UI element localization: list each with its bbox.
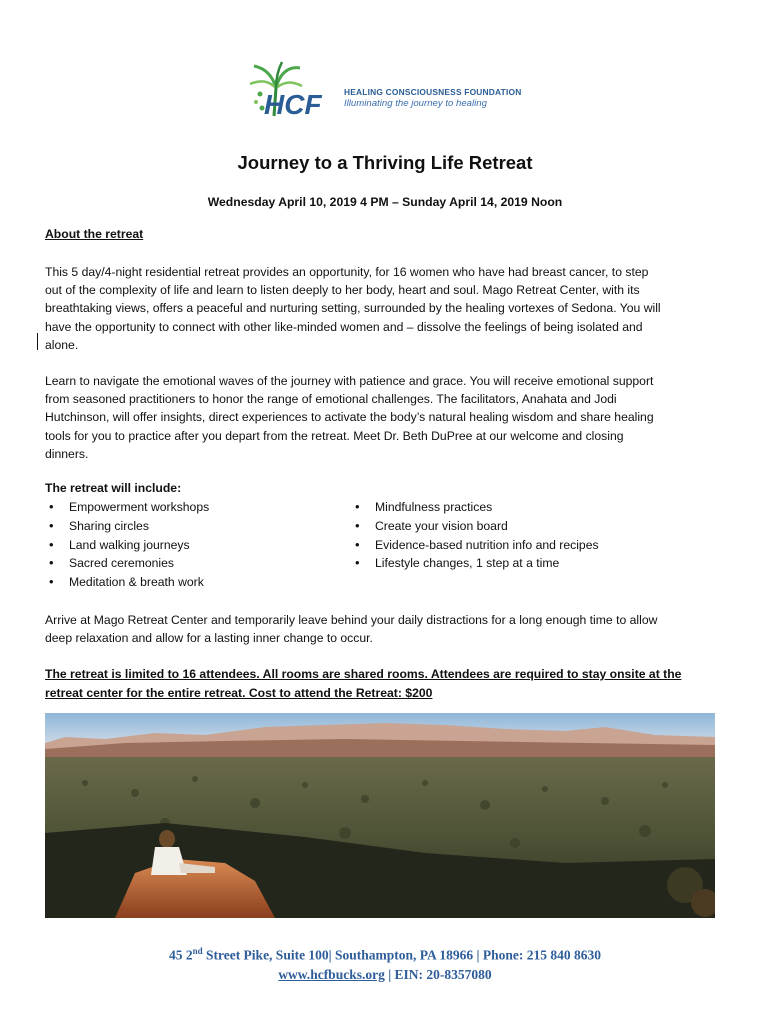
ein-text: | EIN: 20-8357080 [384,966,492,982]
list-item: • Land walking journeys [45,536,345,555]
arrive-paragraph [45,611,735,647]
logo-letters: HCF [264,89,322,118]
text-line: have the opportunity to connect with other like-minded women and – dissolve the feelings of being isolated and [45,319,643,334]
about-paragraph-1 [45,263,735,354]
about-heading: About the retreat [45,227,144,241]
sedona-landscape-photo [45,713,715,918]
logo-text-block [344,87,521,109]
text-line: Arrive at Mago Retreat Center and temporarily leave behind your daily distractions for a long enough time to allow [45,613,658,627]
list-item: • Evidence-based nutrition info and recipes [351,536,731,555]
attendance-note [45,665,735,702]
text-line: tools for you to practice after you depart from the retreat. Meet Dr. Beth DuPree at our welcome and closing [45,428,624,443]
address-part: Street Pike, Suite 100| Southampton, PA 18966 | Phone: 215 840 8630 [202,947,602,963]
text-line: Learn to navigate the emotional waves of the journey with patience and grace. You will receive emotional support [45,374,654,388]
list-item: • Sacred ceremonies [45,554,345,573]
text-line: Hutchinson, will offer insights, direct experiences to activate the body’s natural healing wisdom and share healing [45,410,654,425]
address-superscript: nd [192,946,203,956]
list-item: • Lifestyle changes, 1 step at a time [351,554,731,573]
org-tagline: Illuminating the journey to healing [344,98,487,109]
about-paragraph-2 [45,372,735,463]
includes-heading: The retreat will include: [45,481,182,495]
text-line: breathtaking views, offers a peaceful and nurturing setting, surrounded by the healing vortexes of Sedona. You will [45,301,661,316]
text-line: alone. [45,337,79,352]
list-item: • Create your vision board [351,517,731,536]
list-item: • Meditation & breath work [45,573,345,592]
palm-tree-logo-icon [246,60,338,118]
address-part: 45 2 [168,947,193,963]
text-line: out of the complexity of life and learn to listen deeply to her body, heart and soul. Mago Retreat Center, with its [45,283,640,298]
hcf-logo [246,60,536,118]
text-line: The retreat is limited to 16 attendees. All rooms are shared rooms. Attendees are required to stay onsite at the [45,667,682,681]
page-title: Journey to a Thriving Life Retreat [237,152,533,173]
website-link[interactable]: www.hcfbucks.org [278,966,385,982]
list-item: • Sharing circles [45,517,345,536]
text-cursor [37,333,38,350]
includes-list-left [45,498,345,592]
text-line: deep relaxation and allow for a lasting inner change to occur. [45,631,373,646]
text-line: retreat center for the entire retreat. Cost to attend the Retreat: $200 [45,685,433,700]
footer-address [0,942,770,965]
org-name: HEALING CONSCIOUSNESS FOUNDATION [344,87,522,97]
text-line: from seasoned practitioners to honor the range of emotional challenges. The facilitators, Anahata and Jodi [45,392,617,407]
footer-web-ein [0,965,770,984]
text-line: This 5 day/4-night residential retreat provides an opportunity, for 16 women who have had breast cancer, to step [45,265,649,279]
list-item: • Mindfulness practices [351,498,731,517]
list-item: • Empowerment workshops [45,498,345,517]
includes-list-right [351,498,731,573]
event-dates: Wednesday April 10, 2019 4 PM – Sunday April 14, 2019 Noon [207,195,563,209]
contact-footer [0,942,770,984]
landscape-image [45,713,715,918]
text-line: dinners. [45,446,89,461]
